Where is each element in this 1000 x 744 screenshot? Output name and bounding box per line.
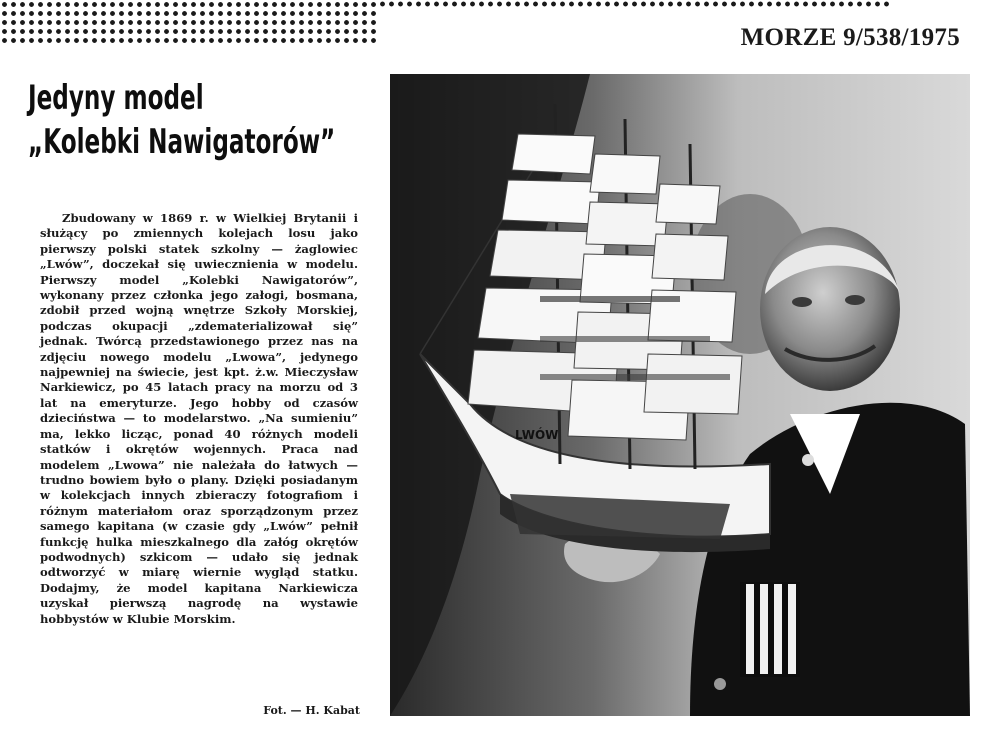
headline-line-2: „Kolebki Nawigatorów” bbox=[28, 122, 336, 162]
photo-ship-model-and-captain bbox=[390, 74, 970, 716]
article-body: Zbudowany w 1869 r. w Wielkiej Brytanii i służący po zmiennych kolejach losu jako pierwszy polski statek szkolny — żaglowiec „Lwów”, doczekał się uwiecznienia w modelu. Pierwszy model „Kolebki Nawigatorów”, wykonany przez członka jego załogi, bosmana, zdobił przed wojną wnętrze Szkoły Morskiej, podczas okupacji „zdematerializował się” jednak. Twórcą przedstawionego przez nas na zdjęciu nowego modelu „Lwowa”, jedynego najpewniej na świecie, jest kpt. ż.w. Mieczysław Narkiewicz, po 45 latach pracy na morzu od 3 lat na emeryturze. Jego hobby od czasów dzieciństwa — to modelarstwo. „Na sumieniu” ma, lekko licząc, ponad 40 różnych modeli statków i okrętów wojennych. Praca nad modelem „Lwowa” nie należała do łatwych — trudno bowiem było o plany. Dzięki posiadanym w kolekcjach innych zbieraczy fotografiom i różnym materiałom oraz sporządzonym przez samego kapitana (w czasie gdy „Lwów” pełnił funkcję hulka mieszkalnego dla załóg okrętów podwodnych) szkicom — udało się jednak odtworzyć w miarę wiernie wygląd statku. Dodajmy, że model kapitana Narkiewicza uzyskał pierwszą nagrodę na wystawie hobbystów w Klubie Morskim. bbox=[40, 211, 358, 626]
photo-credit: Fot. — H. Kabat bbox=[263, 704, 360, 717]
article-photo bbox=[390, 74, 970, 716]
halftone-dot-strip bbox=[378, 0, 890, 8]
newspaper-clipping bbox=[0, 46, 378, 726]
source-citation: MORZE 9/538/1975 bbox=[740, 24, 960, 51]
ship-name-label: LWÓW bbox=[515, 428, 559, 442]
article-headline bbox=[28, 76, 336, 164]
headline-line-1: Jedyny model bbox=[28, 78, 204, 118]
halftone-dot-band bbox=[0, 0, 378, 46]
